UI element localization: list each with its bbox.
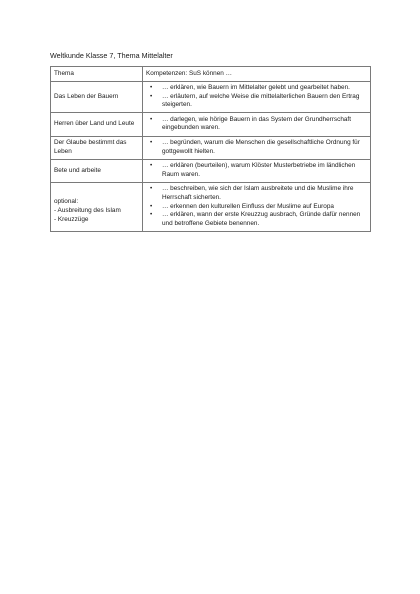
theme-cell [51,182,143,231]
table-header-row [51,67,371,82]
theme-line: - Ausbreitung des Islam [54,206,121,214]
competency-item: • … begründen, warum die Menschen die gesellschaftliche Ordnung für gottgewollt hielten. [146,139,367,156]
competencies-cell [143,113,371,136]
competency-item: • … erklären, wann der erste Kreuzzug ausbrach, Gründe dafür nennen und betroffene Gebiete benennen. [146,211,367,228]
theme-cell: Herren über Land und Leute [51,113,143,136]
competency-item: • … beschreiben, wie sich der Islam ausbreitete und die Muslime ihre Herrschaft sicherten. [146,185,367,202]
theme-spacer [54,190,139,199]
competency-list [146,139,367,156]
theme-line: optional: [54,198,79,206]
competency-list [146,162,367,179]
competencies-cell [143,136,371,159]
table-row [51,113,371,136]
competencies-cell [143,81,371,113]
competencies-cell [143,159,371,182]
header-competencies: Kompetenzen: SuS können … [143,67,371,82]
competencies-cell [143,182,371,231]
competency-item: • … darlegen, wie hörige Bauern in das System der Grundherrschaft eingebunden waren. [146,116,367,133]
header-theme: Thema [51,67,143,82]
competency-item: • … erläutern, auf welche Weise die mittelalterlichen Bauern den Ertrag steigerten. [146,93,367,110]
competency-list [146,185,367,228]
table-row [51,159,371,182]
theme-cell: Das Leben der Bauern [51,81,143,113]
competency-list [146,116,367,133]
theme-cell: Bete und arbeite [51,159,143,182]
competency-item: • … erklären (beurteilen), warum Klöster Musterbetriebe im ländlichen Raum waren. [146,162,367,179]
curriculum-table [50,66,371,232]
competency-list [146,84,367,110]
competency-item: • … erklären, wie Bauern im Mittelalter gelebt und gearbeitet haben. [146,84,367,93]
theme-line: - Kreuzzüge [54,215,89,223]
table-row [51,81,371,113]
document-title: Weltkunde Klasse 7, Thema Mittelalter [50,51,173,60]
theme-cell: Der Glaube bestimmt das Leben [51,136,143,159]
table-row [51,182,371,231]
competency-item: • … erkennen den kulturellen Einfluss der Muslime auf Europa [146,203,367,212]
table-row [51,136,371,159]
